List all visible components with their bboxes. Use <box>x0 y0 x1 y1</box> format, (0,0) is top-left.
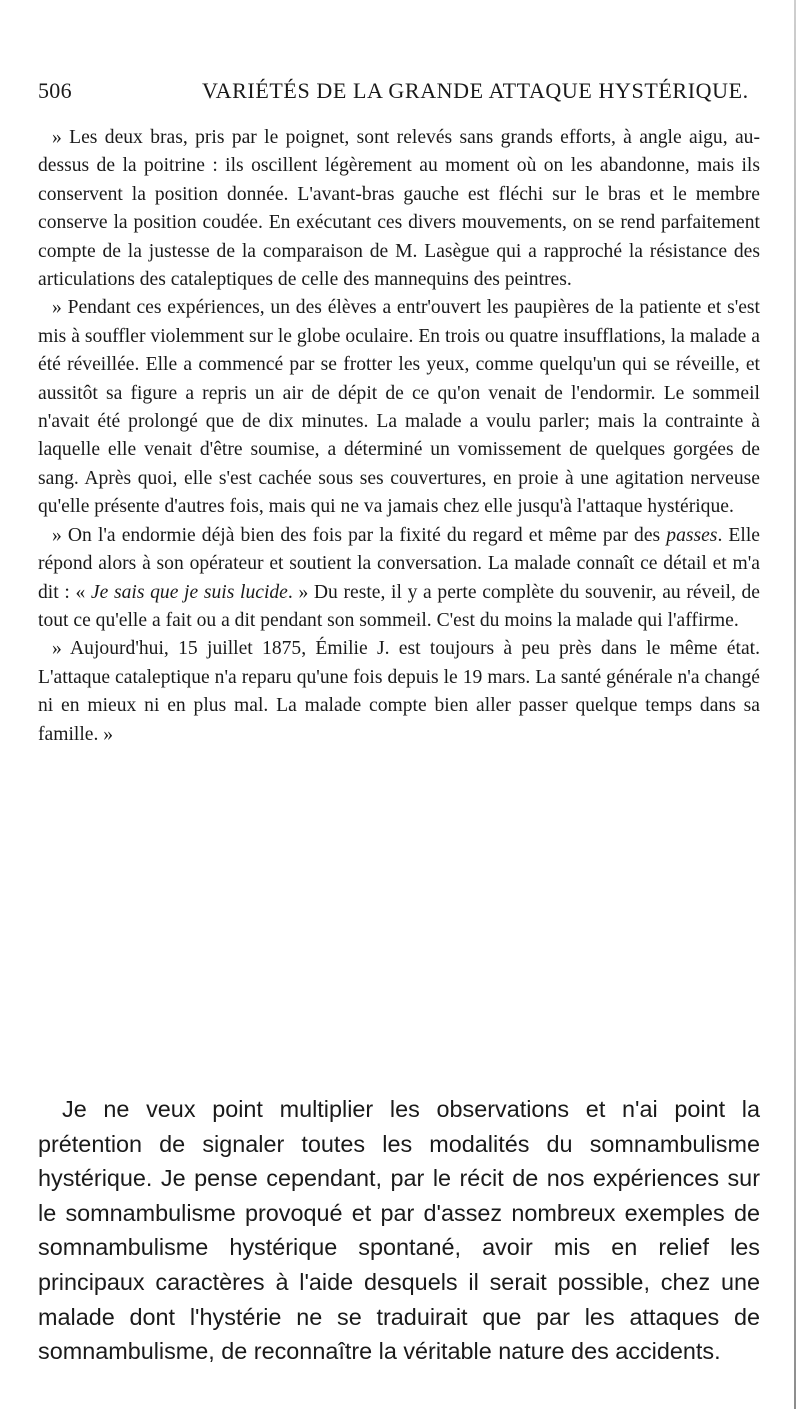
page-edge-line <box>794 0 796 1409</box>
italic-passes: passes <box>666 524 718 546</box>
paragraph-hypnosis <box>38 522 760 636</box>
paragraph-today: » Aujourd'hui, 15 juillet 1875, Émilie J. est toujours à peu près dans le même état. L'attaque cataleptique n'a reparu qu'une fois depuis le 19 mars. La santé générale n'a changé ni en mieux ni en plus mal. La malade compte bien aller passer quelque temps dans sa famille. » <box>38 638 760 745</box>
paragraph-arms: » Les deux bras, pris par le poignet, sont relevés sans grands efforts, à angle aigu, au-dessus de la poitrine : ils oscillent légèrement au moment où on les abandonne, mais ils conservent la position donnée. L'avant-bras gauche est fléchi sur le bras et le membre conserve la position coudée. En exécutant ces divers mouvements, on se rend parfaitement compte de la justesse de la comparaison de M. Lasègue qui a rapproché la résistance des articulations des cataleptiques de celle des mannequins des peintres. <box>38 127 760 291</box>
paragraph-conclusion: Je ne veux point multiplier les observations et n'ai point la prétention de signaler toutes les modalités du somnambulisme hystérique. Je pense cependant, par le récit de nos expériences sur le somnambulisme provoqué et par d'assez nombreux exemples de somnambulisme hystérique spontané, avoir mis en relief les principaux caractères à l'aide desquels il serait possible, chez une malade dont l'hystérie ne se traduirait que par les attaques de somnambulisme, de reconnaître la véritable nature des accidents. <box>38 1096 760 1365</box>
paragraph-hypnosis-text-c: . » Du reste, il y a perte complète du souvenir, au réveil, de tout ce qu'elle a fait ou a dit pendant son sommeil. C'est du moins la malade qui l'affirme. <box>38 581 760 631</box>
page-header <box>38 78 760 110</box>
paragraph-hypnosis-text-a: » On l'a endormie déjà bien des fois par la fixité du regard et même par des <box>52 524 667 546</box>
main-text <box>38 1092 760 1369</box>
paragraph-experiments: » Pendant ces expériences, un des élèves a entr'ouvert les paupières de la patiente et s'est mis à souffler violemment sur le globe oculaire. En trois ou quatre insufflations, la malade a été réveillée. Elle a commencé par se frotter les yeux, comme quelqu'un qui se réveille, et aussitôt sa figure a repris un air de dépit de ce qu'on venait de l'endormir. Le sommeil n'avait été prolongé que de dix minutes. La malade a voulu parler; mais la contrainte à laquelle elle venait d'être soumise, a déterminé un vomissement de quelques gorgées de sang. Après quoi, elle s'est cachée sous ses couvertures, en proie à une agitation nerveuse qu'elle présente d'autres fois, mais qui ne va jamais chez elle jusqu'à l'attaque hystérique. <box>38 297 760 518</box>
italic-quote: Je sais que je suis lucide <box>90 581 288 603</box>
running-title: VARIÉTÉS DE LA GRANDE ATTAQUE HYSTÉRIQUE. <box>202 78 749 103</box>
quoted-observation <box>38 124 760 749</box>
paragraph-hypnosis-text-b: . Elle répond alors à son opérateur et soutient la conversation. La malade connaît ce détail et m'a dit : « <box>38 524 760 603</box>
page-number: 506 <box>38 78 72 103</box>
